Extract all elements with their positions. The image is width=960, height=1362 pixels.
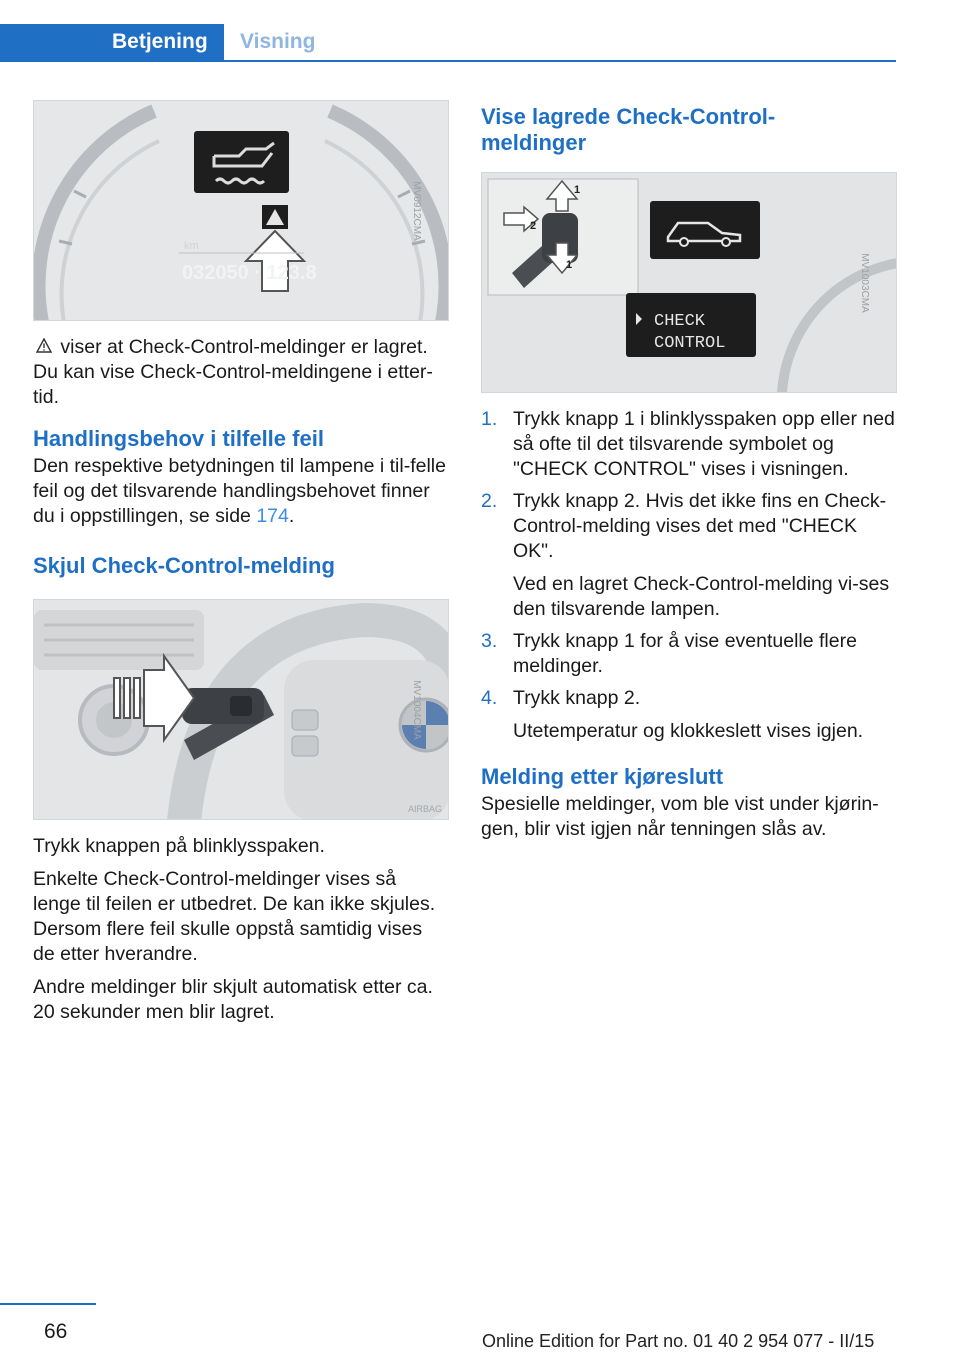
- label-2: 2: [530, 220, 537, 232]
- display-control: CONTROL: [654, 334, 726, 353]
- heading-skjul-melding: Skjul Check-Control-melding: [33, 553, 335, 578]
- skjul-para-3: Andre meldinger blir skjult automatisk etter ca. 20 sekunder men blir lagret.: [33, 976, 433, 1023]
- step-subtext: Ved en lagret Check-Control-melding vi‐ses den tilsvarende lampen.: [513, 573, 890, 620]
- label-1-bottom: 1: [566, 259, 573, 271]
- step-number: 1.: [481, 408, 498, 430]
- left-column: [33, 100, 449, 1025]
- figure-code: MV1004CMA: [410, 679, 422, 740]
- odometer-unit: km: [184, 240, 199, 252]
- step-item: [481, 407, 897, 482]
- odometer-readout: 032050 · 123.8: [182, 262, 317, 284]
- figure-code: MV0912CMA: [410, 180, 422, 241]
- heading-vise-lagrede: Vise lagrede Check-Control-meldinger: [481, 104, 776, 155]
- step-text: Trykk knapp 2.: [513, 687, 641, 709]
- edition-text: Online Edition for Part no. 01 40 2 954 077 - II/15: [482, 1331, 875, 1351]
- tab-betjening[interactable]: [0, 24, 224, 60]
- turn-signal-stalk-image: [33, 599, 449, 820]
- check-control-display-image: [481, 172, 897, 393]
- right-column: [481, 100, 897, 842]
- step-number: 3.: [481, 630, 498, 652]
- page-link-174[interactable]: 174: [256, 505, 289, 527]
- stalk-illustration: [34, 600, 449, 820]
- label-1-top: 1: [574, 184, 581, 196]
- skjul-para-2: Enkelte Check-Control-meldinger vises så lenge til feilen er utbedret. De kan ikke skjules. Dersom flere feil skulle oppstå samtidig vises de etter hverandre.: [33, 868, 436, 965]
- step-text: Trykk knapp 1 for å vise eventuelle flere meldinger.: [513, 630, 857, 677]
- step-number: 2.: [481, 490, 498, 512]
- step-subtext: Utetemperatur og klokkeslett vises igjen.: [513, 720, 864, 742]
- instrument-cluster-illustration: [34, 101, 449, 321]
- check-control-illustration: [482, 173, 897, 393]
- instrument-cluster-image: [33, 100, 449, 321]
- heading-melding-etter: Melding etter kjøreslutt: [481, 764, 724, 789]
- heading-handlingsbehov: Handlingsbehov i tilfelle feil: [33, 426, 324, 451]
- warning-text: viser at Check-Control-meldinger er lagret. Du kan vise Check-Control-meldingene i etter‐tid.: [33, 336, 433, 408]
- page-number: 66: [44, 1320, 68, 1343]
- airbag-label: AIRBAG: [408, 804, 443, 814]
- step-item: [481, 629, 897, 679]
- page-header: [0, 0, 960, 64]
- figure-code: MV1003CMA: [858, 252, 870, 313]
- step-item: [481, 489, 897, 622]
- steps-list: [481, 407, 897, 744]
- tab-visning[interactable]: Visning: [240, 30, 316, 53]
- skjul-para-1: Trykk knappen på blinklysspaken.: [33, 835, 325, 857]
- melding-etter-text: Spesielle meldinger, vom ble vist under kjørin‐gen, blir vist igjen når tenningen slås av.: [481, 793, 879, 840]
- display-check: CHECK: [654, 312, 706, 331]
- footer-divider: [0, 1303, 96, 1305]
- step-text: Trykk knapp 2. Hvis det ikke fins en Check-Control-melding vises det med "CHECK OK".: [513, 490, 887, 562]
- tab-betjening-label: Betjening: [112, 30, 208, 53]
- step-text: Trykk knapp 1 i blinklysspaken opp eller ned så ofte til det tilsvarende symbolet og "CHECK CONTROL" vises i visningen.: [513, 408, 895, 480]
- warning-paragraph: [33, 335, 449, 410]
- step-number: 4.: [481, 687, 498, 709]
- warning-triangle-icon: [33, 335, 55, 360]
- handlingsbehov-text-end: .: [288, 505, 295, 527]
- handlingsbehov-text-body: Den respektive betydningen til lampene i til‐felle feil og det tilsvarende handlingsbehovet finner du i oppstillingen, se side: [33, 455, 446, 527]
- header-divider: [0, 60, 896, 62]
- handlingsbehov-text: [33, 454, 449, 529]
- step-item: [481, 686, 897, 744]
